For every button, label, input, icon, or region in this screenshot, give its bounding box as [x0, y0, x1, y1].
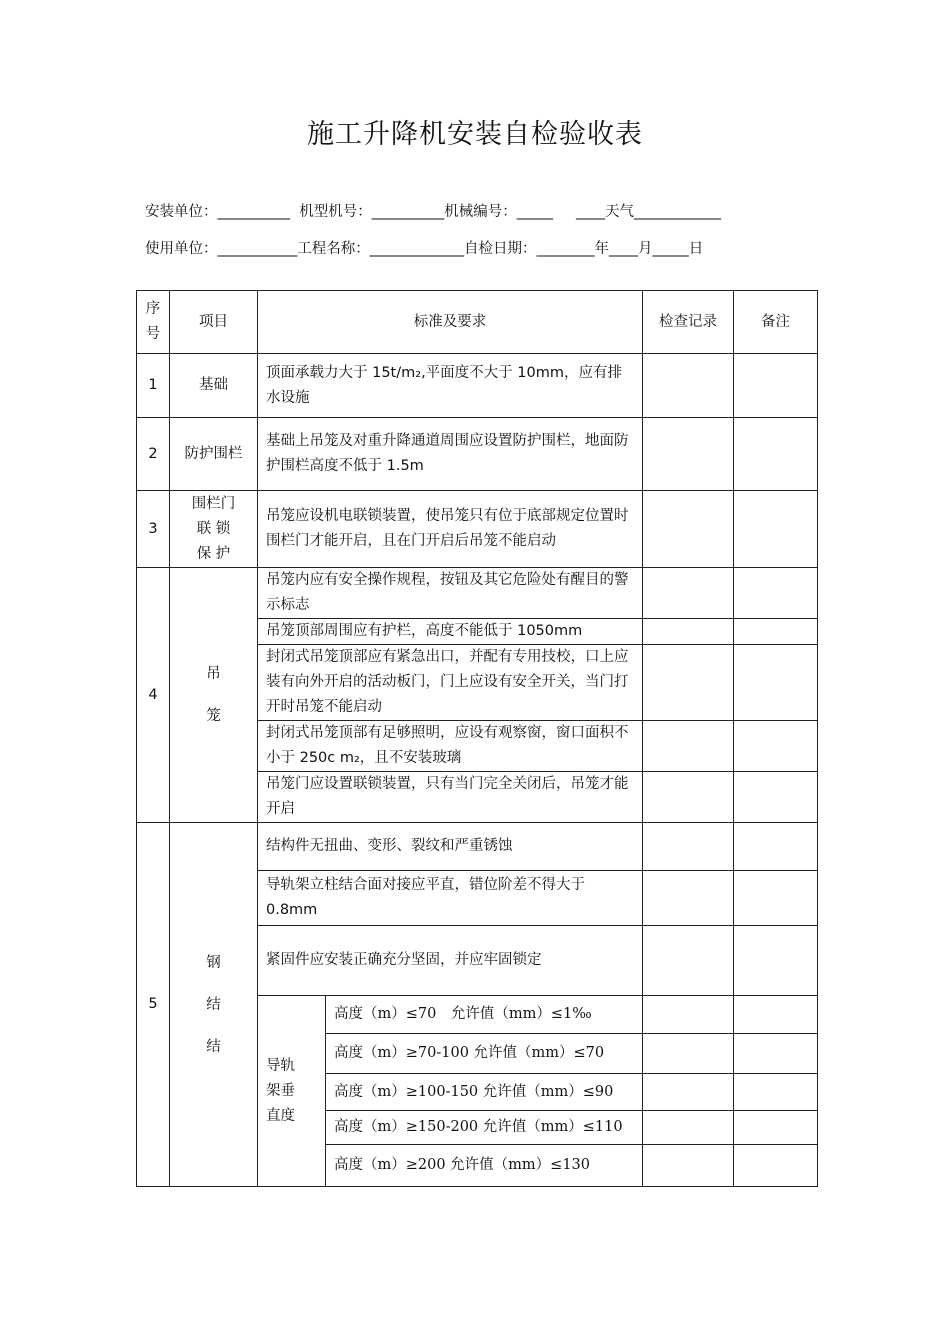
table-row — [137, 418, 818, 491]
row1-remark-cell[interactable] — [734, 354, 818, 418]
row5-sub4-record-cell[interactable] — [643, 1111, 734, 1145]
table-header-row — [137, 291, 818, 354]
row5-sub-standard-5: 高度（m）≥200 允许值（mm）≤130 — [326, 1145, 643, 1187]
row5-sub-standard-4: 高度（m）≥150-200 允许值（mm）≤110 — [326, 1111, 643, 1145]
row2-record-cell[interactable] — [643, 418, 734, 491]
row4-1-record-cell[interactable] — [643, 568, 734, 619]
row4-2-remark-cell[interactable] — [734, 619, 818, 645]
row5-sub3-record-cell[interactable] — [643, 1074, 734, 1111]
row4-2-record-cell[interactable] — [643, 619, 734, 645]
row5-item: 钢 结 结 — [170, 823, 258, 1187]
row4-standard-1: 吊笼内应有安全操作规程，按钮及其它危险处有醒目的警示标志 — [258, 568, 643, 619]
row5-sub1-record-cell[interactable] — [643, 996, 734, 1034]
row2-item: 防护围栏 — [170, 418, 258, 491]
row5-sub-standard-2: 高度（m）≥70-100 允许值（mm）≤70 — [326, 1034, 643, 1074]
row5-standard-3: 紧固件应安装正确充分坚固，并应牢固锁定 — [258, 926, 643, 996]
row5-2-remark-cell[interactable] — [734, 871, 818, 926]
info-line-install-unit: 安装单位：__________ 机型机号：__________机械编号：_____ ____天气____________ — [145, 204, 722, 220]
document-title: 施工升降机安装自检验收表 — [307, 119, 643, 150]
inspection-table — [136, 290, 818, 1187]
row3-item: 围栏门 联 锁 保 护 — [170, 491, 258, 568]
table-row — [137, 354, 818, 418]
row2-seq: 2 — [137, 418, 170, 491]
row1-standard: 顶面承载力大于 15t/m₂,平面度不大于 10mm，应有排水设施 — [258, 354, 643, 418]
row4-seq: 4 — [137, 568, 170, 823]
header-remark: 备注 — [734, 291, 818, 354]
row4-4-remark-cell[interactable] — [734, 721, 818, 772]
info-line-use-unit: 使用单位：___________工程名称：_____________自检日期：________年____月_____日 — [145, 241, 704, 257]
row4-standard-2: 吊笼顶部周围应有护栏，高度不能低于 1050mm — [258, 619, 643, 645]
row4-5-remark-cell[interactable] — [734, 772, 818, 823]
row5-1-remark-cell[interactable] — [734, 823, 818, 871]
row5-sub4-remark-cell[interactable] — [734, 1111, 818, 1145]
table-row — [137, 823, 818, 871]
row4-5-record-cell[interactable] — [643, 772, 734, 823]
row5-sub5-record-cell[interactable] — [643, 1145, 734, 1187]
row4-standard-5: 吊笼门应设置联锁装置，只有当门完全关闭后，吊笼才能开启 — [258, 772, 643, 823]
row4-item: 吊 笼 — [170, 568, 258, 823]
row5-standard-1: 结构件无扭曲、变形、裂纹和严重锈蚀 — [258, 823, 643, 871]
row5-seq: 5 — [137, 823, 170, 1187]
row4-3-record-cell[interactable] — [643, 645, 734, 721]
row4-1-remark-cell[interactable] — [734, 568, 818, 619]
row5-sub1-remark-cell[interactable] — [734, 996, 818, 1034]
table-row — [137, 568, 818, 619]
row4-4-record-cell[interactable] — [643, 721, 734, 772]
row2-standard: 基础上吊笼及对重升降通道周围应设置防护围栏，地面防护围栏高度不低于 1.5m — [258, 418, 643, 491]
row5-sub2-record-cell[interactable] — [643, 1034, 734, 1074]
row5-2-record-cell[interactable] — [643, 871, 734, 926]
row1-record-cell[interactable] — [643, 354, 734, 418]
header-item: 项目 — [170, 291, 258, 354]
row2-remark-cell[interactable] — [734, 418, 818, 491]
header-seq: 序 号 — [137, 291, 170, 354]
table-row — [137, 491, 818, 568]
row5-1-record-cell[interactable] — [643, 823, 734, 871]
row4-standard-3: 封闭式吊笼顶部应有紧急出口，并配有专用技校，口上应装有向外开启的活动板门，门上应设有安全开关，当门打开时吊笼不能启动 — [258, 645, 643, 721]
row4-3-remark-cell[interactable] — [734, 645, 818, 721]
row3-remark-cell[interactable] — [734, 491, 818, 568]
row5-sub-standard-1: 高度（m）≤70 允许值（mm）≤1‰ — [326, 996, 643, 1034]
row5-sub-standard-3: 高度（m）≥100-150 允许值（mm）≤90 — [326, 1074, 643, 1111]
row3-standard: 吊笼应设机电联锁装置，使吊笼只有位于底部规定位置时围栏门才能开启，且在门开启后吊笼不能启动 — [258, 491, 643, 568]
row4-standard-4: 封闭式吊笼顶部有足够照明，应设有观察窗，窗口面积不小于 250c m₂，且不安装玻璃 — [258, 721, 643, 772]
row3-record-cell[interactable] — [643, 491, 734, 568]
row1-seq: 1 — [137, 354, 170, 418]
header-standard: 标准及要求 — [258, 291, 643, 354]
row5-sub3-remark-cell[interactable] — [734, 1074, 818, 1111]
row5-standard-2: 导轨架立柱结合面对接应平直，错位阶差不得大于 0.8mm — [258, 871, 643, 926]
row5-3-record-cell[interactable] — [643, 926, 734, 996]
row1-item: 基础 — [170, 354, 258, 418]
row5-sub5-remark-cell[interactable] — [734, 1145, 818, 1187]
row5-sub-label: 导轨 架垂 直度 — [258, 996, 326, 1187]
header-record: 检查记录 — [643, 291, 734, 354]
row5-sub2-remark-cell[interactable] — [734, 1034, 818, 1074]
row5-3-remark-cell[interactable] — [734, 926, 818, 996]
row3-seq: 3 — [137, 491, 170, 568]
